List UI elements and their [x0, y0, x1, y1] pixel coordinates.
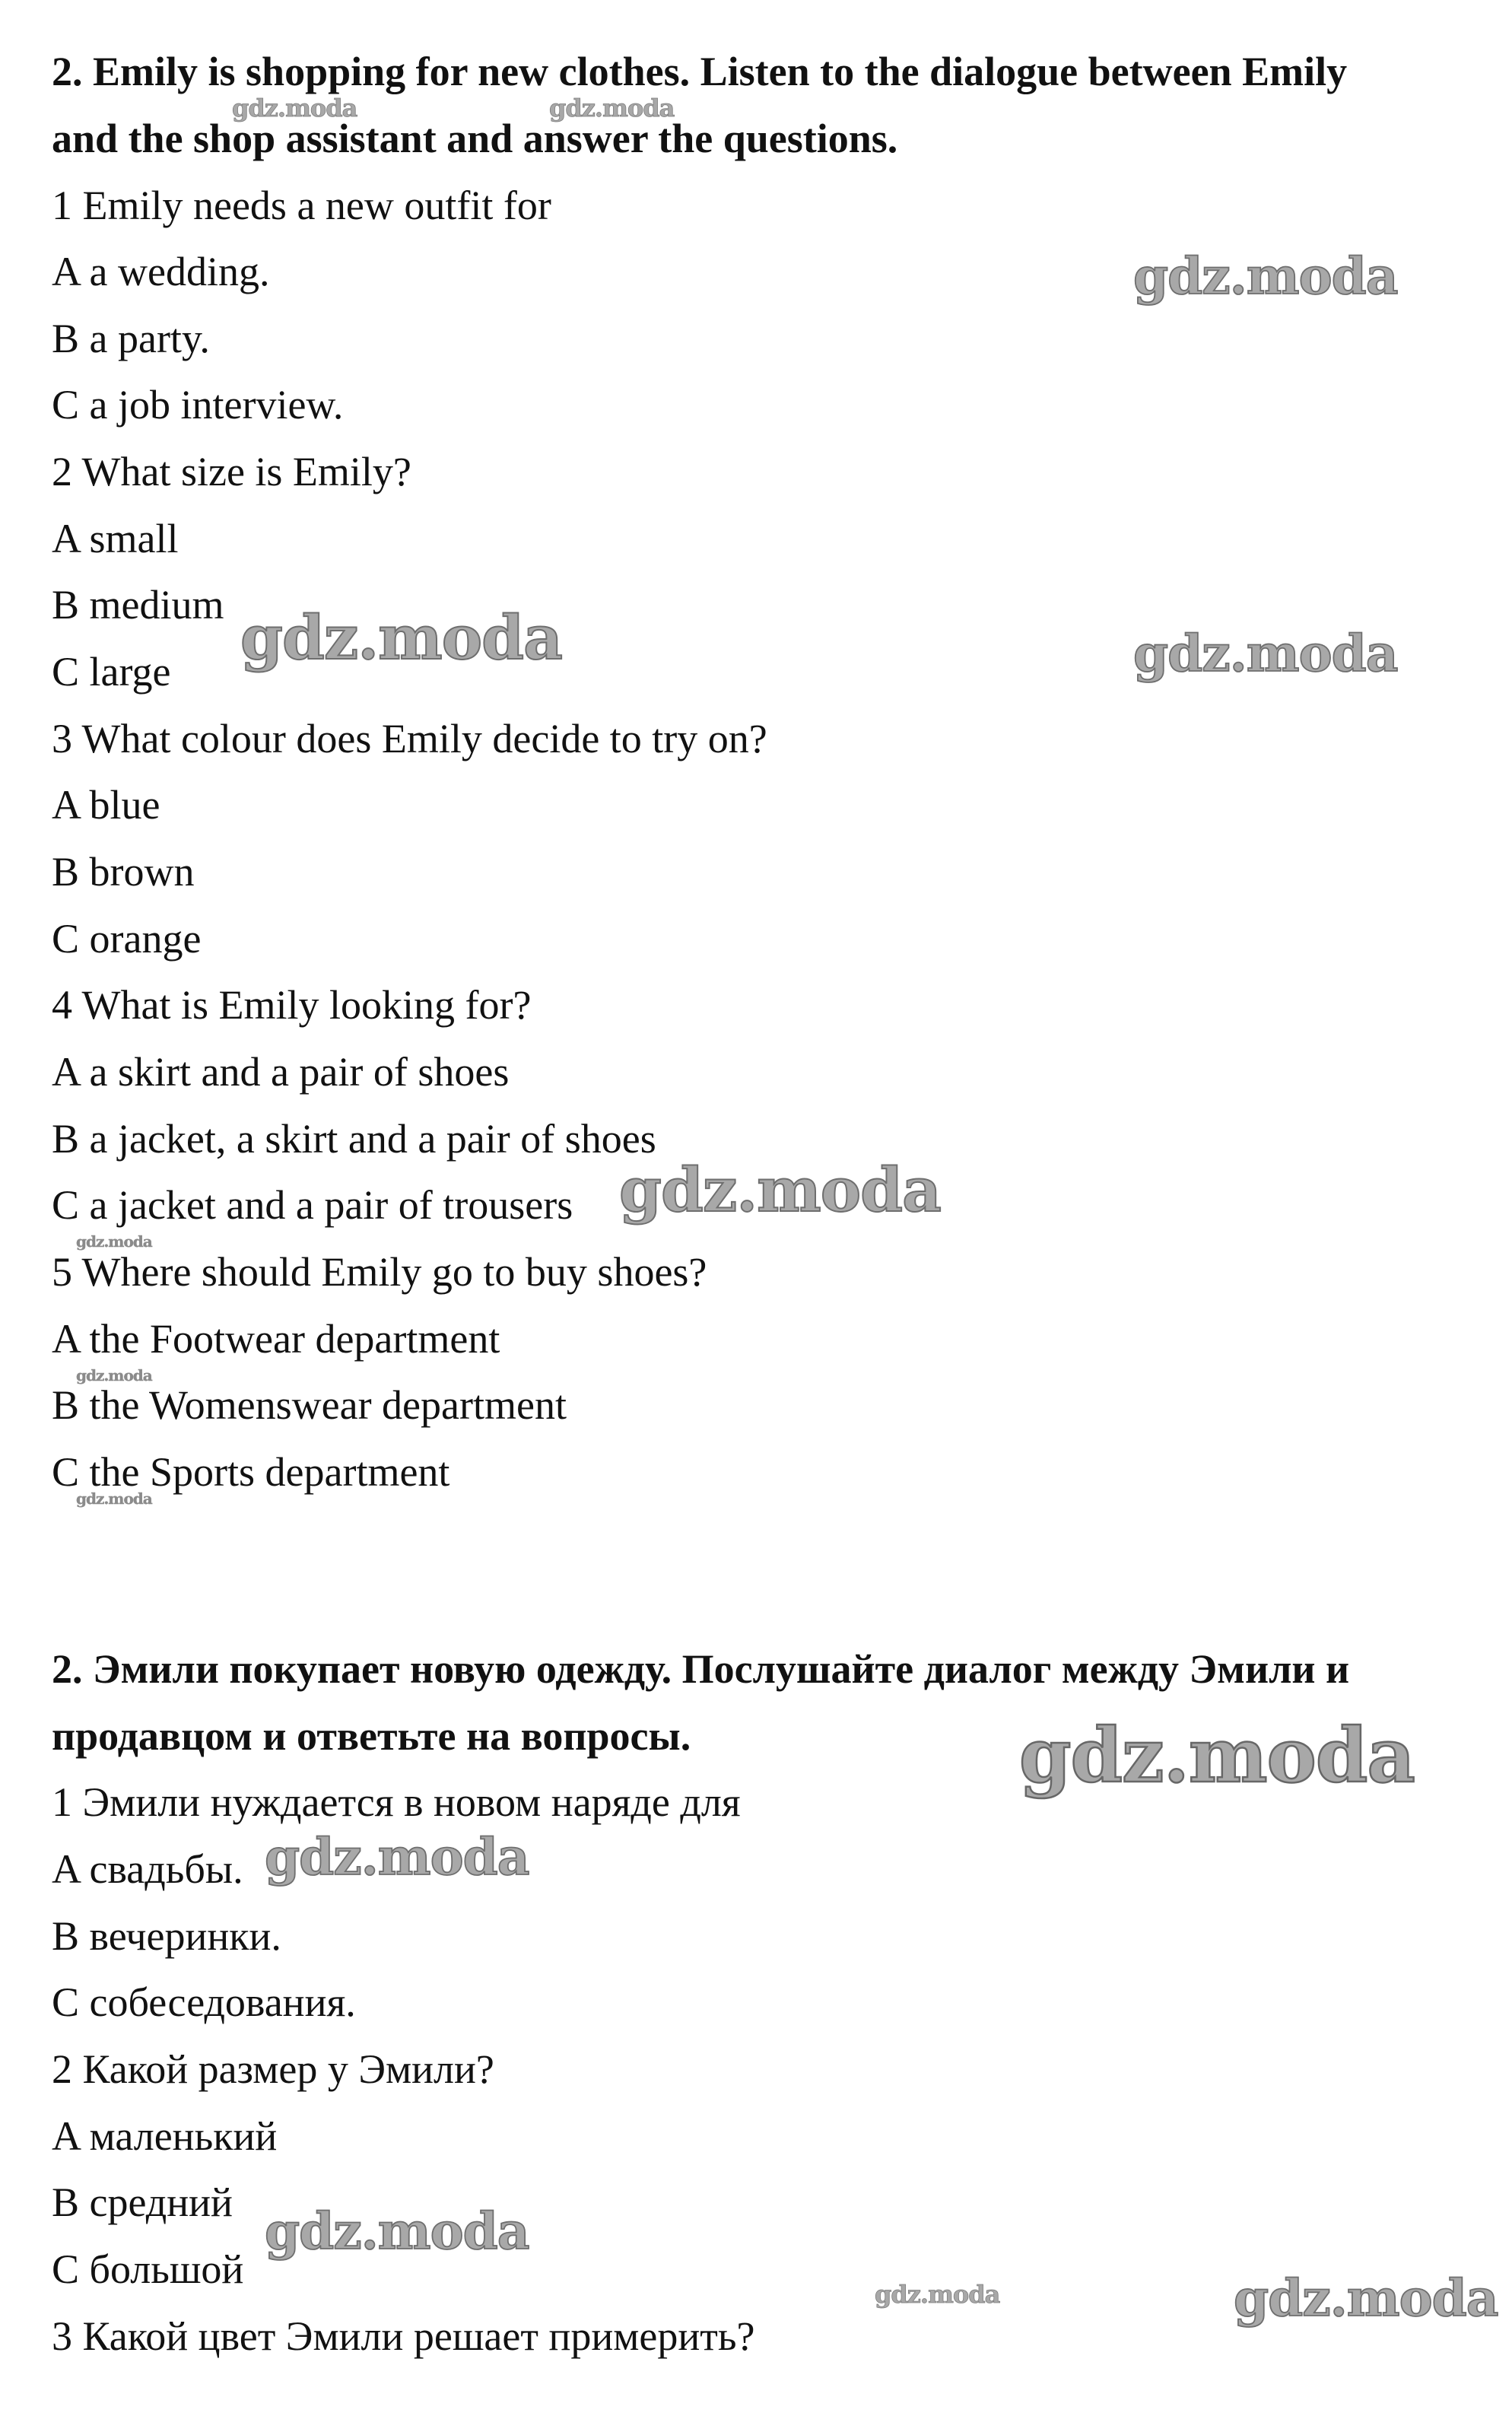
option-1a: A a wedding.: [52, 249, 270, 294]
ru-question-3: 3 Какой цвет Эмили решает примерить?: [52, 2313, 755, 2359]
option-4a: A a skirt and a pair of shoes: [52, 1049, 510, 1095]
option-3a: A blue: [52, 782, 160, 828]
ru-question-2: 2 Какой размер у Эмили?: [52, 2046, 494, 2092]
watermark: gdz.moda: [549, 94, 675, 122]
english-heading-line-2: and the shop assistant and answer the questions.: [52, 116, 898, 161]
ru-option-2b: B средний: [52, 2179, 233, 2225]
english-heading-line-1: 2. Emily is shopping for new clothes. Listen to the dialogue between Emily: [52, 49, 1348, 94]
ru-option-1a: A свадьбы.: [52, 1846, 243, 1892]
ru-option-2a: A маленький: [52, 2113, 278, 2159]
option-3b: B brown: [52, 849, 195, 895]
watermark: gdz.moda: [76, 1366, 152, 1384]
watermark: gdz.moda: [875, 2280, 1000, 2309]
option-2b: B medium: [52, 582, 224, 628]
watermark: gdz.moda: [1133, 246, 1398, 306]
option-2c: C large: [52, 649, 171, 695]
ru-option-1b: B вечеринки.: [52, 1913, 281, 1959]
option-5b: B the Womenswear department: [52, 1382, 567, 1428]
ru-option-1c: C собеседования.: [52, 1979, 356, 2025]
watermark: gdz.moda: [265, 1827, 529, 1887]
option-1b: B a party.: [52, 316, 210, 361]
watermark: gdz.moda: [265, 2202, 529, 2261]
option-4b: B a jacket, a skirt and a pair of shoes: [52, 1116, 656, 1162]
question-4: 4 What is Emily looking for?: [52, 982, 532, 1028]
question-5: 5 Where should Emily go to buy shoes?: [52, 1249, 707, 1295]
watermark: gdz.moda: [1019, 1712, 1415, 1800]
watermark: gdz.moda: [76, 1232, 152, 1251]
ru-question-1: 1 Эмили нуждается в новом наряде для: [52, 1779, 741, 1825]
option-1c: C a job interview.: [52, 382, 344, 428]
russian-heading-line-1: 2. Эмили покупает новую одежду. Послушайте диалог между Эмили и: [52, 1646, 1350, 1692]
question-3: 3 What colour does Emily decide to try on?: [52, 716, 767, 761]
watermark: gdz.moda: [1133, 624, 1398, 683]
question-2: 2 What size is Emily?: [52, 449, 411, 494]
watermark: gdz.moda: [76, 1489, 152, 1508]
watermark: gdz.moda: [619, 1154, 941, 1226]
question-1: 1 Emily needs a new outfit for: [52, 183, 551, 228]
watermark: gdz.moda: [232, 94, 357, 122]
option-3c: C orange: [52, 916, 202, 962]
option-2a: A small: [52, 516, 179, 561]
watermark: gdz.moda: [240, 602, 562, 673]
option-5c: C the Sports department: [52, 1449, 450, 1495]
option-4c: C a jacket and a pair of trousers: [52, 1182, 573, 1228]
russian-heading-line-2: продавцом и ответьте на вопросы.: [52, 1713, 691, 1759]
ru-option-2c: C большой: [52, 2246, 244, 2292]
watermark: gdz.moda: [1234, 2268, 1498, 2328]
option-5a: A the Footwear department: [52, 1316, 500, 1362]
